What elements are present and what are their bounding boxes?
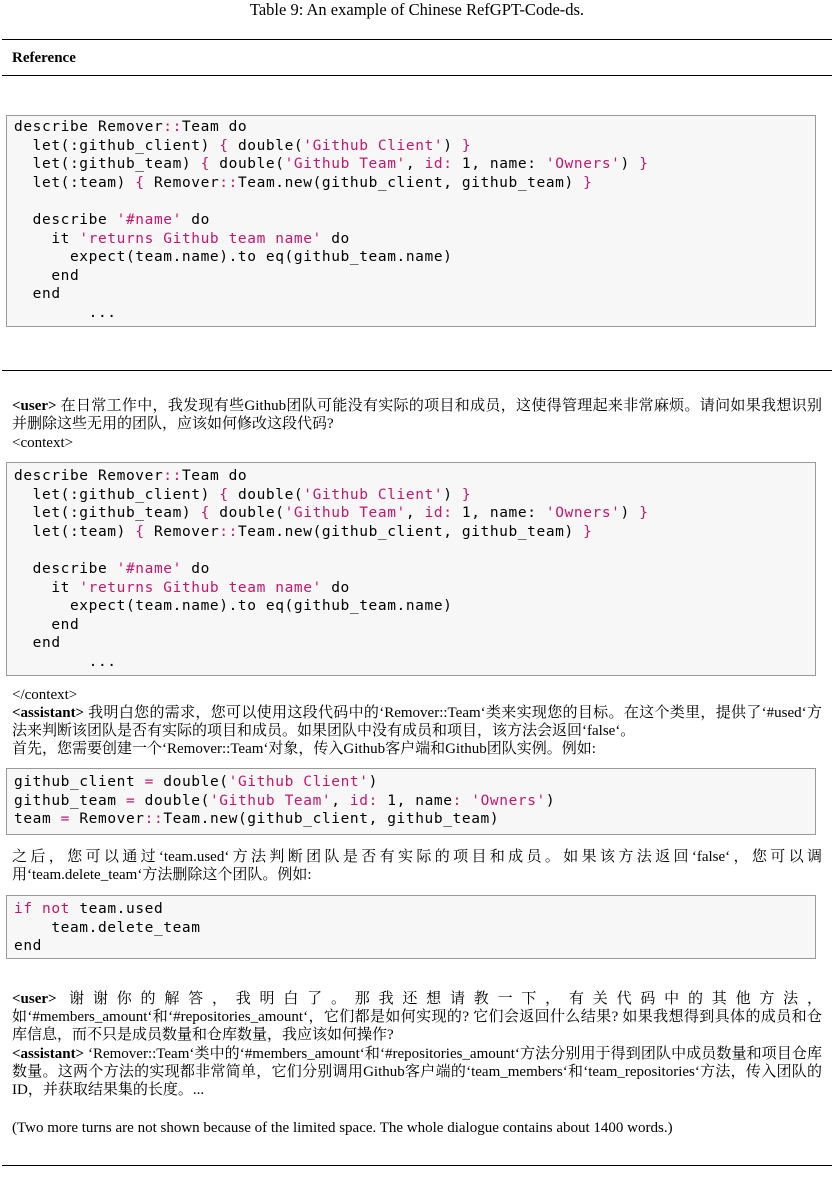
code-token: ... [14, 653, 117, 670]
code-token: } [639, 505, 649, 522]
section-rule [2, 370, 832, 371]
context-code-block [6, 462, 816, 676]
code-token: :: [144, 811, 164, 828]
code-token: github_client [14, 774, 145, 790]
code-token: Team do [181, 119, 248, 135]
code-token: :: [163, 119, 182, 135]
code-line [14, 155, 815, 174]
code-token: describe [14, 560, 117, 577]
code-token: ) [443, 486, 462, 503]
user-message-2: 谢谢你的解答，我明白了。那我还想请教一下，有关代码中的其他方法，如‘#members_amount‘和‘#repositories_amount‘，它们都是如何实现的? 它们会返回什么结果? 如果我想得到具体的成员和仓库信息，而不只是成员数量和仓库数量，我应该如何操作? [12, 991, 822, 1044]
code-token: = [60, 811, 70, 828]
code-token: Team.new(github_client, github_team) [163, 811, 500, 828]
code-token: { [200, 505, 210, 522]
code-line [14, 773, 815, 792]
code-token: ) [545, 792, 556, 809]
code-token: , [331, 792, 350, 809]
code-token: { [135, 174, 145, 191]
code-line [14, 304, 815, 323]
assistant-role-label: <assistant> [12, 705, 85, 721]
code-token: ) [620, 156, 640, 173]
code-token: :: [219, 174, 238, 191]
code-token: let(:team) [14, 523, 136, 540]
code-token: double( [228, 486, 304, 503]
code-token: : [452, 792, 462, 809]
code-token: '#name' [116, 211, 182, 228]
assistant-turn-1 [12, 704, 822, 740]
code-token: { [219, 137, 229, 154]
code-token: let(:github_client) [14, 486, 220, 503]
code-token: describe [14, 211, 117, 228]
reference-code-block [6, 115, 816, 327]
code-token: double( [228, 137, 304, 154]
code-token: :: [219, 523, 238, 540]
code-token: Team.new(github_client, github_team) [237, 523, 584, 540]
code-token: describe Remover [14, 119, 164, 135]
code-line [14, 248, 815, 267]
code-token: } [461, 137, 472, 154]
code-line [14, 579, 815, 598]
code-token: :: [163, 468, 182, 484]
assistant-message-2: ‘Remover::Team‘类中的‘#members_amount‘和‘#repositories_amount‘方法分别用于得到团队中成员数量和项目仓库数量。这两个方法的实现都非常简单，它们分别调用Github客户端的‘team_members‘和‘team_repositories‘方法，传入团队的ID，并获取结果集的长度。... [12, 1046, 822, 1099]
code-token: let(:team) [14, 174, 136, 191]
code-line [14, 486, 815, 505]
code-line [14, 523, 815, 542]
code-token: ) [620, 505, 640, 522]
code-token: let(:github_team) [14, 505, 201, 522]
code-token: let(:github_client) [14, 137, 220, 154]
code-line [14, 653, 815, 672]
code-line [14, 192, 815, 211]
code-token: Remover [70, 811, 145, 828]
code-token: '#name' [116, 560, 182, 577]
code-token: describe Remover [14, 468, 164, 484]
code-line [14, 900, 815, 919]
code-token: ) [368, 774, 378, 790]
code-token: double( [153, 774, 229, 790]
code-token: 'Owners' [545, 505, 621, 522]
code-line [14, 597, 815, 616]
code-line [14, 504, 815, 523]
header-rule [2, 75, 832, 76]
assistant-turn-2 [12, 1045, 822, 1100]
code-token: 'Github Client' [303, 137, 444, 154]
code-token: it [14, 579, 80, 596]
code-line [14, 137, 815, 156]
code-line [14, 792, 815, 811]
user-role-label: <user> [12, 398, 57, 414]
code-token: do [321, 579, 350, 596]
code-token: Remover [144, 174, 220, 191]
assistant-message-1c: 之后，您可以通过‘team.used‘方法判断团队是否有实际的项目和成员。如果该方法返回‘false‘，您可以调用‘team.delete_team‘方法删除这个团队。例如: [12, 849, 822, 884]
code-token: } [461, 486, 472, 503]
context-open-tag: <context> [12, 435, 74, 451]
code-token: 'Github Client' [303, 486, 444, 503]
code-token: if [14, 901, 33, 917]
code-token: ... [14, 304, 117, 321]
code-token: 'Github Team' [284, 156, 406, 173]
code-token: end [14, 267, 80, 284]
code-token: { [135, 523, 145, 540]
code-token: team.used [70, 901, 164, 917]
user-message-1: 在日常工作中，我发现有些Github团队可能没有实际的项目和成员，这使得管理起来非常麻烦。请问如果我想识别并删除这些无用的团队，应该如何修改这段代码? [12, 398, 822, 433]
code-token: , [405, 505, 425, 522]
code-line [14, 560, 815, 579]
code-token: Team do [181, 468, 248, 484]
code-line [14, 174, 815, 193]
code-token: , [405, 156, 425, 173]
code-token: 1, name [377, 792, 453, 809]
user-role-label-2: <user> [12, 991, 57, 1007]
code-token: id: [424, 505, 453, 522]
code-token: 'Github Team' [284, 505, 406, 522]
context-close-tag: </context> [12, 687, 78, 703]
code-token: } [583, 174, 593, 191]
code-token: 'Github Client' [228, 774, 369, 790]
code-token: { [219, 486, 229, 503]
user-turn-1 [12, 397, 822, 433]
code-token: id: [424, 156, 453, 173]
code-token: github_team [14, 792, 126, 809]
top-rule [2, 39, 832, 40]
code-token: expect(team.name).to eq(github_team.name) [14, 598, 453, 615]
code-token [462, 793, 471, 809]
code-token: expect(team.name).to eq(github_team.name) [14, 249, 453, 266]
code-line [14, 616, 815, 635]
omission-note: (Two more turns are not shown because of the limited space. The whole dialogue contains about 1400 words.) [12, 1120, 673, 1136]
assistant-message-1b: 首先，您需要创建一个‘Remover::Team‘对象，传入Github客户端和Github团队实例。例如: [12, 741, 596, 757]
code-line [14, 211, 815, 230]
code-block-create-team [6, 768, 816, 835]
code-token: } [583, 523, 593, 540]
code-line [14, 541, 815, 560]
code-token: 'returns Github team name' [79, 230, 322, 247]
assistant-message-1: 我明白您的需求，您可以使用这段代码中的‘Remover::Team‘类来实现您的目标。在这个类里，提供了‘#used‘方法来判断该团队是否有实际的项目和成员。如果团队中没有成员和项目，该方法会返回‘false‘。 [12, 705, 822, 740]
code-line [14, 467, 815, 486]
code-token: not [42, 901, 71, 917]
code-token: = [144, 774, 154, 790]
code-token: do [181, 211, 210, 228]
code-token [33, 901, 42, 917]
reference-heading: Reference [12, 50, 76, 66]
code-token: end [14, 938, 42, 955]
code-line [14, 810, 815, 829]
code-token: double( [135, 792, 210, 809]
table-caption: Table 9: An example of Chinese RefGPT-Code-ds. [249, 0, 585, 19]
code-token: end [14, 286, 61, 303]
user-turn-2 [12, 990, 822, 1045]
code-block-delete-team [6, 895, 816, 959]
code-token: 'returns Github team name' [79, 579, 322, 596]
code-token: double( [209, 505, 285, 522]
code-token: double( [209, 156, 285, 173]
code-token: team [14, 811, 61, 828]
code-token: end [14, 635, 61, 652]
code-token: 'Owners' [471, 792, 546, 809]
code-token: } [639, 156, 649, 173]
code-line [14, 285, 815, 304]
code-line [14, 937, 815, 956]
code-line [14, 919, 815, 938]
assistant-role-label-2: <assistant> [12, 1046, 85, 1062]
code-token: 1, name: [452, 505, 546, 522]
code-line [14, 118, 815, 137]
code-token: do [181, 560, 210, 577]
code-token: id: [349, 792, 378, 809]
code-token: { [200, 156, 210, 173]
code-token: 'Owners' [545, 156, 621, 173]
code-token: Team.new(github_client, github_team) [237, 174, 584, 191]
code-token: team.delete_team [14, 919, 201, 936]
code-token: it [14, 230, 80, 247]
code-token: 'Github Team' [209, 792, 332, 809]
bottom-rule [2, 1165, 832, 1166]
code-token: Remover [144, 523, 220, 540]
code-token: ) [443, 137, 462, 154]
code-token: 1, name: [452, 156, 546, 173]
code-line [14, 230, 815, 249]
code-line [14, 267, 815, 286]
code-line [14, 634, 815, 653]
code-token: = [125, 792, 136, 809]
code-token: do [321, 230, 350, 247]
code-token: end [14, 616, 80, 633]
code-token: let(:github_team) [14, 156, 201, 173]
